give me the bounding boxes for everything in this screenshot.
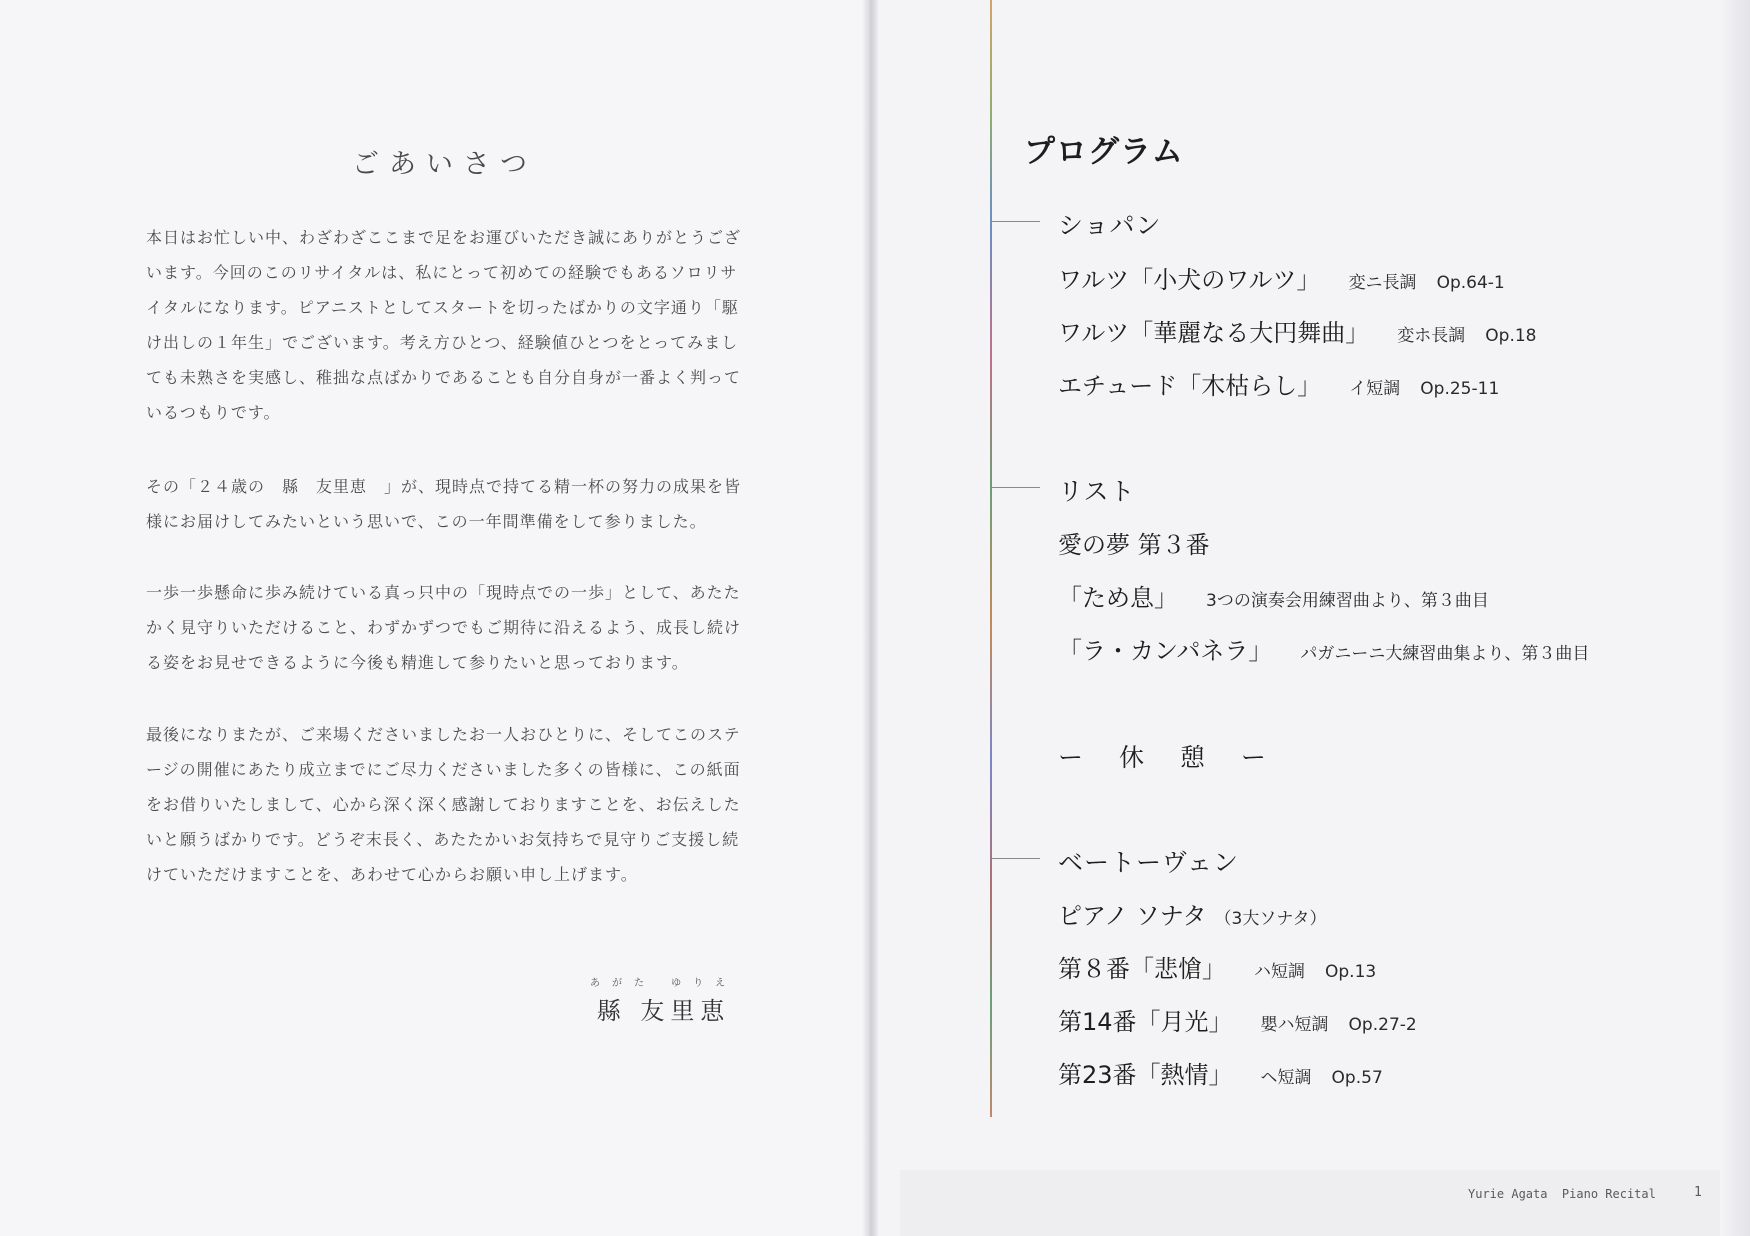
piece-key: イ短調 [1349,379,1401,399]
piece-chopin-2 [1058,313,1537,348]
page-edge-shade [1720,0,1750,1236]
footer-recital-name: Yurie Agata Piano Recital [1468,1187,1656,1201]
piece-key: 変ニ長調 [1348,273,1417,293]
piece-opus: Op.25-11 [1420,379,1500,399]
signature-name: 縣 友里恵 [596,997,731,1025]
greeting-paragraph-1: 本日はお忙しい中、わざわざここまで足をお運びいただき誠にありがとうございます。今回のこのリサイタルは、私にとって初めての経験でもあるソロリサイタルになります。ピアニストとしてスタートを切ったばかりの文字通り「駆け出しの１年生」でございます。考え方ひとつ、経験値ひとつをとってみましても未熟さを実感し、稚拙な点ばかりであることも自分自身が一番よく判っているつもりです。 [146,228,742,422]
piece-key: ヘ短調 [1260,1068,1312,1088]
piece-chopin-1 [1058,260,1505,295]
piece-note: 3つの演奏会用練習曲より、第３曲目 [1206,591,1489,611]
piece-note: パガニーニ大練習曲集より、第３曲目 [1300,644,1590,664]
beethoven-subtitle [1058,896,1326,931]
right-page-program [870,0,1750,1236]
piece-title: ワルツ「華麗なる大円舞曲」 [1058,319,1370,347]
greeting-paragraph-3: 一歩一歩懸命に歩み続けている真っ只中の「現時点での一歩」として、あたたかく見守りいただけること、わずかずつでもご期待に沿えるよう、成長し続ける姿をお見せできるように今後も精進して参りたいと思っております。 [146,583,742,672]
program-title: プログラム [1024,134,1184,170]
piece-title: 「ため息」 [1058,584,1178,612]
signature-block [590,974,737,1026]
greeting-paragraph-4: 最後になりまたが、ご来場くださいましたお一人おひとりに、そしてこのステージの開催にあたり成立までにご尽力くださいました多くの皆様に、この紙面をお借りいたしまして、心から深く深く感謝しておりますことを、お伝えしたいと願うばかりです。どうぞ末長く、あたたかいお気持ちで見守りご支援し続けていただけますことを、あわせて心からお願い申し上げます。 [146,725,741,884]
composer-beethoven: ベートーヴェン [1058,848,1240,877]
piece-opus: Op.64-1 [1436,273,1505,293]
book-gutter [862,0,878,1236]
piece-title: エチュード「木枯らし」 [1058,372,1322,400]
piece-key: 変ホ長調 [1397,326,1466,346]
piece-opus: Op.18 [1485,326,1537,346]
section-tick-beethoven [992,858,1040,859]
piece-liszt-1 [1058,525,1210,560]
piece-title: 「ラ・カンパネラ」 [1058,637,1273,665]
page-bottom-shade [900,1170,1750,1236]
piece-opus: Op.27-2 [1348,1015,1417,1035]
greeting-title: ごあいさつ [352,149,537,180]
piece-opus: Op.57 [1331,1068,1383,1088]
greeting-paragraph-2: その「２４歳の 縣 友里恵 」が、現時点で持てる精一杯の努力の成果を皆様にお届けしてみたいという思いで、この一年間準備をして参りました。 [146,477,742,531]
piece-title: ワルツ「小犬のワルツ」 [1058,266,1321,294]
signature-ruby: あがた ゆりえ [590,978,738,989]
piece-liszt-2 [1058,578,1489,613]
piece-opus: Op.13 [1325,962,1377,982]
piece-beethoven-3 [1058,1055,1383,1090]
section-tick-chopin [992,221,1040,222]
piece-key: ハ短調 [1254,962,1305,982]
program-vertical-line [990,0,992,1117]
piece-chopin-3 [1058,366,1499,401]
piece-title: 第８番「悲愴」 [1058,955,1226,983]
subtitle-text: ピアノ ソナタ [1058,902,1207,930]
composer-chopin: ショパン [1058,211,1162,240]
section-tick-liszt [992,487,1040,488]
piece-beethoven-1 [1058,949,1376,984]
piece-title: 愛の夢 第３番 [1058,531,1210,559]
intermission: ー 休 憩 ー [1058,743,1280,772]
piece-beethoven-2 [1058,1002,1417,1037]
subtitle-note: （3大ソナタ） [1214,909,1327,929]
piece-title: 第23番「熱情」 [1058,1061,1233,1089]
page-number: 1 [1694,1185,1702,1200]
piece-key: 嬰ハ短調 [1260,1015,1329,1035]
piece-title: 第14番「月光」 [1058,1008,1233,1036]
left-page-greeting [0,0,870,1236]
composer-liszt: リスト [1058,477,1136,506]
piece-liszt-3 [1058,631,1589,666]
